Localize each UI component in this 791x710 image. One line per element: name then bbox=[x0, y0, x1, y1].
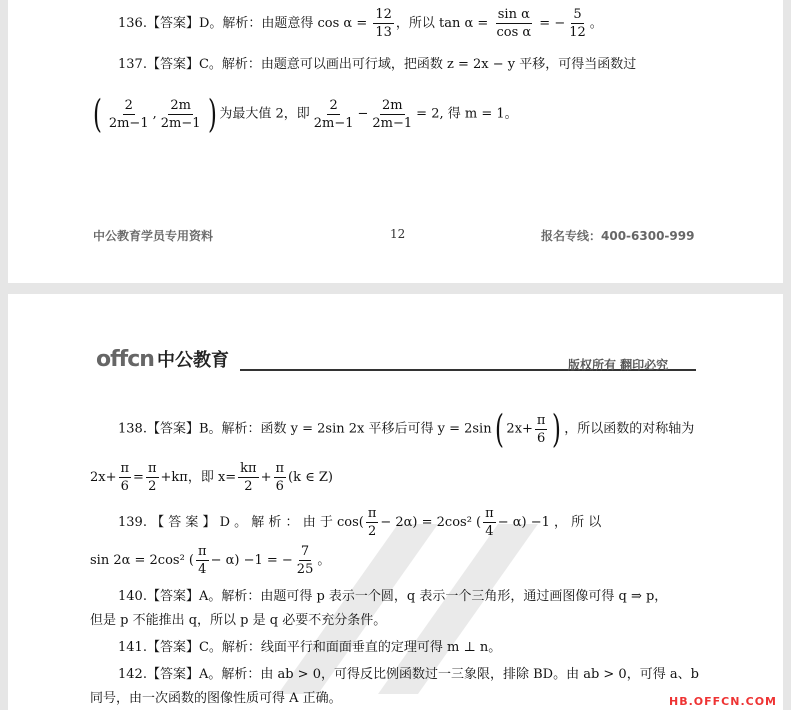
frac-den: 6 bbox=[120, 479, 129, 494]
q139-line2 bbox=[90, 545, 330, 576]
frac-den: 2 bbox=[244, 479, 253, 494]
fraction bbox=[373, 8, 394, 39]
q136-end: 。 bbox=[589, 16, 603, 31]
page-bottom bbox=[8, 294, 783, 710]
frac-num: 2m bbox=[170, 97, 191, 113]
q141-line1: 141.【答案】C。解析：线面平行和面面垂直的定理可得 m ⊥ n。 bbox=[118, 640, 502, 655]
q137-line2: ( $\frac{2}{2m-1}$ , $\frac{2m}{2m-1}$ ) 为最大值 2，即 $\frac{2}{2m-1}$ − $\frac{2m}{2m-1}$ = 2, 得 m = 1。 bbox=[92, 92, 518, 136]
footer-right: 报名专线：400-6300-999 bbox=[541, 229, 695, 243]
q138-l2-a: 2x+ bbox=[90, 470, 117, 485]
frac-den: cos α bbox=[496, 25, 532, 40]
frac-den: 2m−1 bbox=[313, 115, 354, 131]
frac-num: π bbox=[120, 461, 130, 476]
frac-num: kπ bbox=[240, 461, 257, 476]
frac-num: π bbox=[147, 461, 157, 476]
fraction bbox=[274, 462, 287, 493]
q137-end: = 2, 得 m = 1。 bbox=[416, 106, 518, 122]
fraction bbox=[370, 99, 414, 130]
fraction bbox=[567, 8, 588, 39]
q139-text: 139. 【 答 案 】 D 。 解 析 ： 由 于 cos( bbox=[118, 515, 364, 530]
q137-minus: − bbox=[357, 106, 369, 122]
frac-num: 5 bbox=[573, 7, 582, 22]
q138-l2-b: +kπ，即 x= bbox=[160, 470, 237, 485]
q138-line2 bbox=[90, 462, 333, 493]
page-top bbox=[8, 0, 783, 283]
paren-left: ( bbox=[494, 407, 504, 451]
footer-left: 中公教育学员专用资料 bbox=[93, 229, 214, 243]
paren-right: ) bbox=[207, 92, 217, 136]
q142-line1: 142.【答案】A。解析：由 ab > 0，可得反比例函数过一三象限，排除 BD。由 ab > 0，可得 a、b bbox=[118, 667, 699, 682]
fraction bbox=[238, 462, 258, 493]
fraction bbox=[159, 99, 203, 130]
frac-num: 7 bbox=[300, 544, 310, 559]
q138-line1 bbox=[118, 407, 695, 451]
fraction bbox=[366, 507, 379, 538]
fraction bbox=[196, 545, 209, 576]
frac-num: π bbox=[275, 461, 285, 476]
paren-left: ( bbox=[92, 92, 102, 136]
frac-den: 2m−1 bbox=[108, 115, 149, 131]
q137-mid: 为最大值 2，即 bbox=[219, 106, 310, 122]
q138-text: 138.【答案】B。解析：函数 y = 2sin 2x 平移后可得 y = 2sin bbox=[118, 421, 492, 437]
frac-num: π bbox=[536, 412, 546, 428]
q136-text: 136.【答案】D。解析：由题意得 cos α = bbox=[118, 16, 372, 31]
fraction bbox=[295, 545, 316, 576]
frac-den: 4 bbox=[485, 524, 494, 539]
frac-den: 2m−1 bbox=[372, 115, 413, 131]
frac-den: 2 bbox=[367, 524, 377, 539]
frac-den: 6 bbox=[537, 430, 546, 446]
fraction bbox=[483, 507, 496, 538]
frac-den: 6 bbox=[275, 479, 284, 494]
logo bbox=[96, 346, 229, 372]
q140-line1: 140.【答案】A。解析：由题可得 p 表示一个圆，q 表示一个三角形，通过画图像可得 q ⇒ p， bbox=[118, 589, 668, 604]
q137-line1: 137.【答案】C。解析：由题意可以画出可行域，把函数 z = 2x − y 平移，可得当函数过 bbox=[118, 57, 637, 72]
q136-answer bbox=[118, 8, 603, 39]
q136-eq: = − bbox=[535, 16, 566, 31]
paren-right: ) bbox=[552, 407, 562, 451]
logo-cn: 中公教育 bbox=[156, 350, 229, 371]
watermark-url: HB.OFFCN.COM bbox=[669, 695, 777, 708]
q139-l2-mid: − α) −1 = − bbox=[210, 553, 293, 568]
frac-num: π bbox=[367, 506, 377, 521]
logo-en: offcn bbox=[96, 347, 154, 372]
q138-end: ，所以函数的对称轴为 bbox=[564, 421, 695, 437]
q136-mid: ，所以 tan α = bbox=[395, 16, 493, 31]
frac-den: 13 bbox=[375, 25, 392, 40]
fraction bbox=[107, 99, 151, 130]
q139-line1 bbox=[118, 507, 601, 538]
q139-l2-a: sin 2α = 2cos² ( bbox=[90, 553, 195, 568]
frac-den: 4 bbox=[198, 562, 207, 577]
frac-den: 2 bbox=[148, 479, 157, 494]
header-copyright: 版权所有 翻印必究 bbox=[568, 358, 669, 372]
fraction bbox=[119, 462, 132, 493]
fraction bbox=[312, 99, 356, 130]
frac-num: 2 bbox=[329, 97, 338, 113]
q139-mid2: − α) −1 ， 所 以 bbox=[497, 515, 602, 530]
frac-num: 12 bbox=[375, 7, 392, 22]
q139-l2-end: 。 bbox=[317, 553, 331, 568]
frac-den: 2m−1 bbox=[160, 115, 201, 131]
q140-line2: 但是 p 不能推出 q，所以 p 是 q 必要不充分条件。 bbox=[90, 613, 387, 628]
fraction bbox=[494, 8, 533, 39]
frac-num: 2 bbox=[124, 97, 133, 113]
q138-l2-plus: + bbox=[260, 470, 272, 485]
frac-num: π bbox=[485, 506, 494, 521]
q138-l2-eq: = bbox=[133, 470, 144, 485]
frac-num: π bbox=[198, 544, 207, 559]
frac-num: 2m bbox=[381, 97, 403, 113]
fraction bbox=[535, 414, 548, 445]
frac-den: 25 bbox=[296, 562, 314, 577]
q139-mid1: − 2α) = 2cos² ( bbox=[380, 515, 482, 530]
q142-line2: 同号，由一次函数的图像性质可得 A 正确。 bbox=[90, 691, 342, 706]
page-number: 12 bbox=[390, 227, 406, 241]
fraction bbox=[146, 462, 159, 493]
q138-l2-end: (k ∈ Z) bbox=[288, 470, 333, 485]
frac-num: sin α bbox=[497, 7, 530, 22]
frac-den: 12 bbox=[569, 25, 586, 40]
q138-paren-in: 2x+ bbox=[506, 421, 533, 437]
